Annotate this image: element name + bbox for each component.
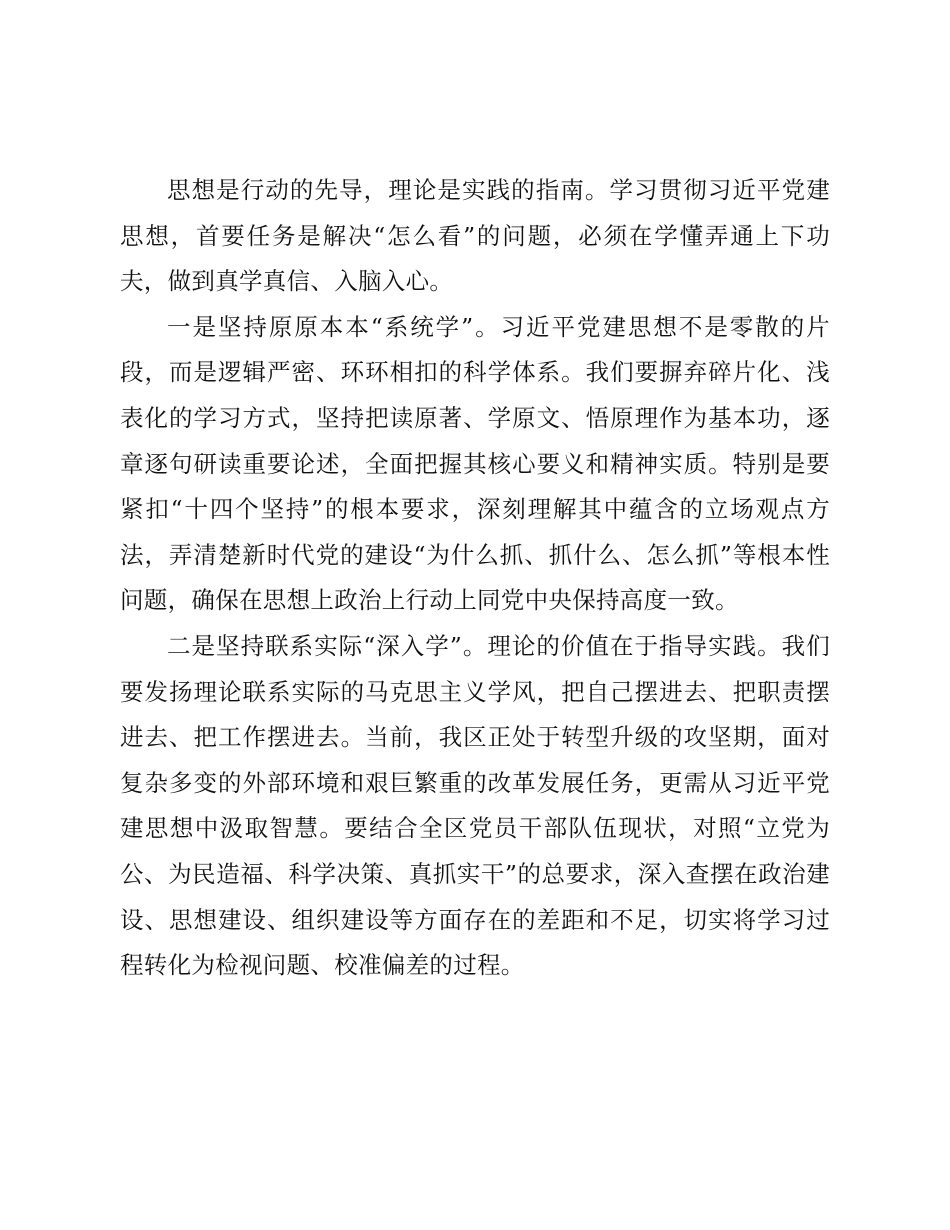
document-body [120,168,830,989]
paragraph-intro: 思想是行动的先导，理论是实践的指南。学习贯彻习近平党建思想，首要任务是解决“怎么看”的问题，必须在学懂弄通上下功夫，做到真学真信、入脑入心。 [120,176,830,296]
paragraph-systematic-study: 一是坚持原原本本“系统学”。习近平党建思想不是零散的片段，而是逻辑严密、环环相扣的科学体系。我们要摒弃碎片化、浅表化的学习方式，坚持把读原著、学原文、悟原理作为基本功，逐章逐句研读重要论述，全面把握其核心要义和精神实质。特别是要紧扣“十四个坚持”的根本要求，深刻理解其中蕴含的立场观点方法，弄清楚新时代党的建设“为什么抓、抓什么、怎么抓”等根本性问题，确保在思想上政治上行动上同党中央保持高度一致。 [120,312,830,615]
paragraph-in-depth-study: 二是坚持联系实际“深入学”。理论的价值在于指导实践。我们要发扬理论联系实际的马克思主义学风，把自己摆进去、把职责摆进去、把工作摆进去。当前，我区正处于转型升级的攻坚期，面对复杂多变的外部环境和艰巨繁重的改革发展任务，更需从习近平党建思想中汲取智慧。要结合全区党员干部队伍现状，对照“立党为公、为民造福、科学决策、真抓实干”的总要求，深入查摆在政治建设、思想建设、组织建设等方面存在的差距和不足，切实将学习过程转化为检视问题、校准偏差的过程。 [120,631,830,980]
